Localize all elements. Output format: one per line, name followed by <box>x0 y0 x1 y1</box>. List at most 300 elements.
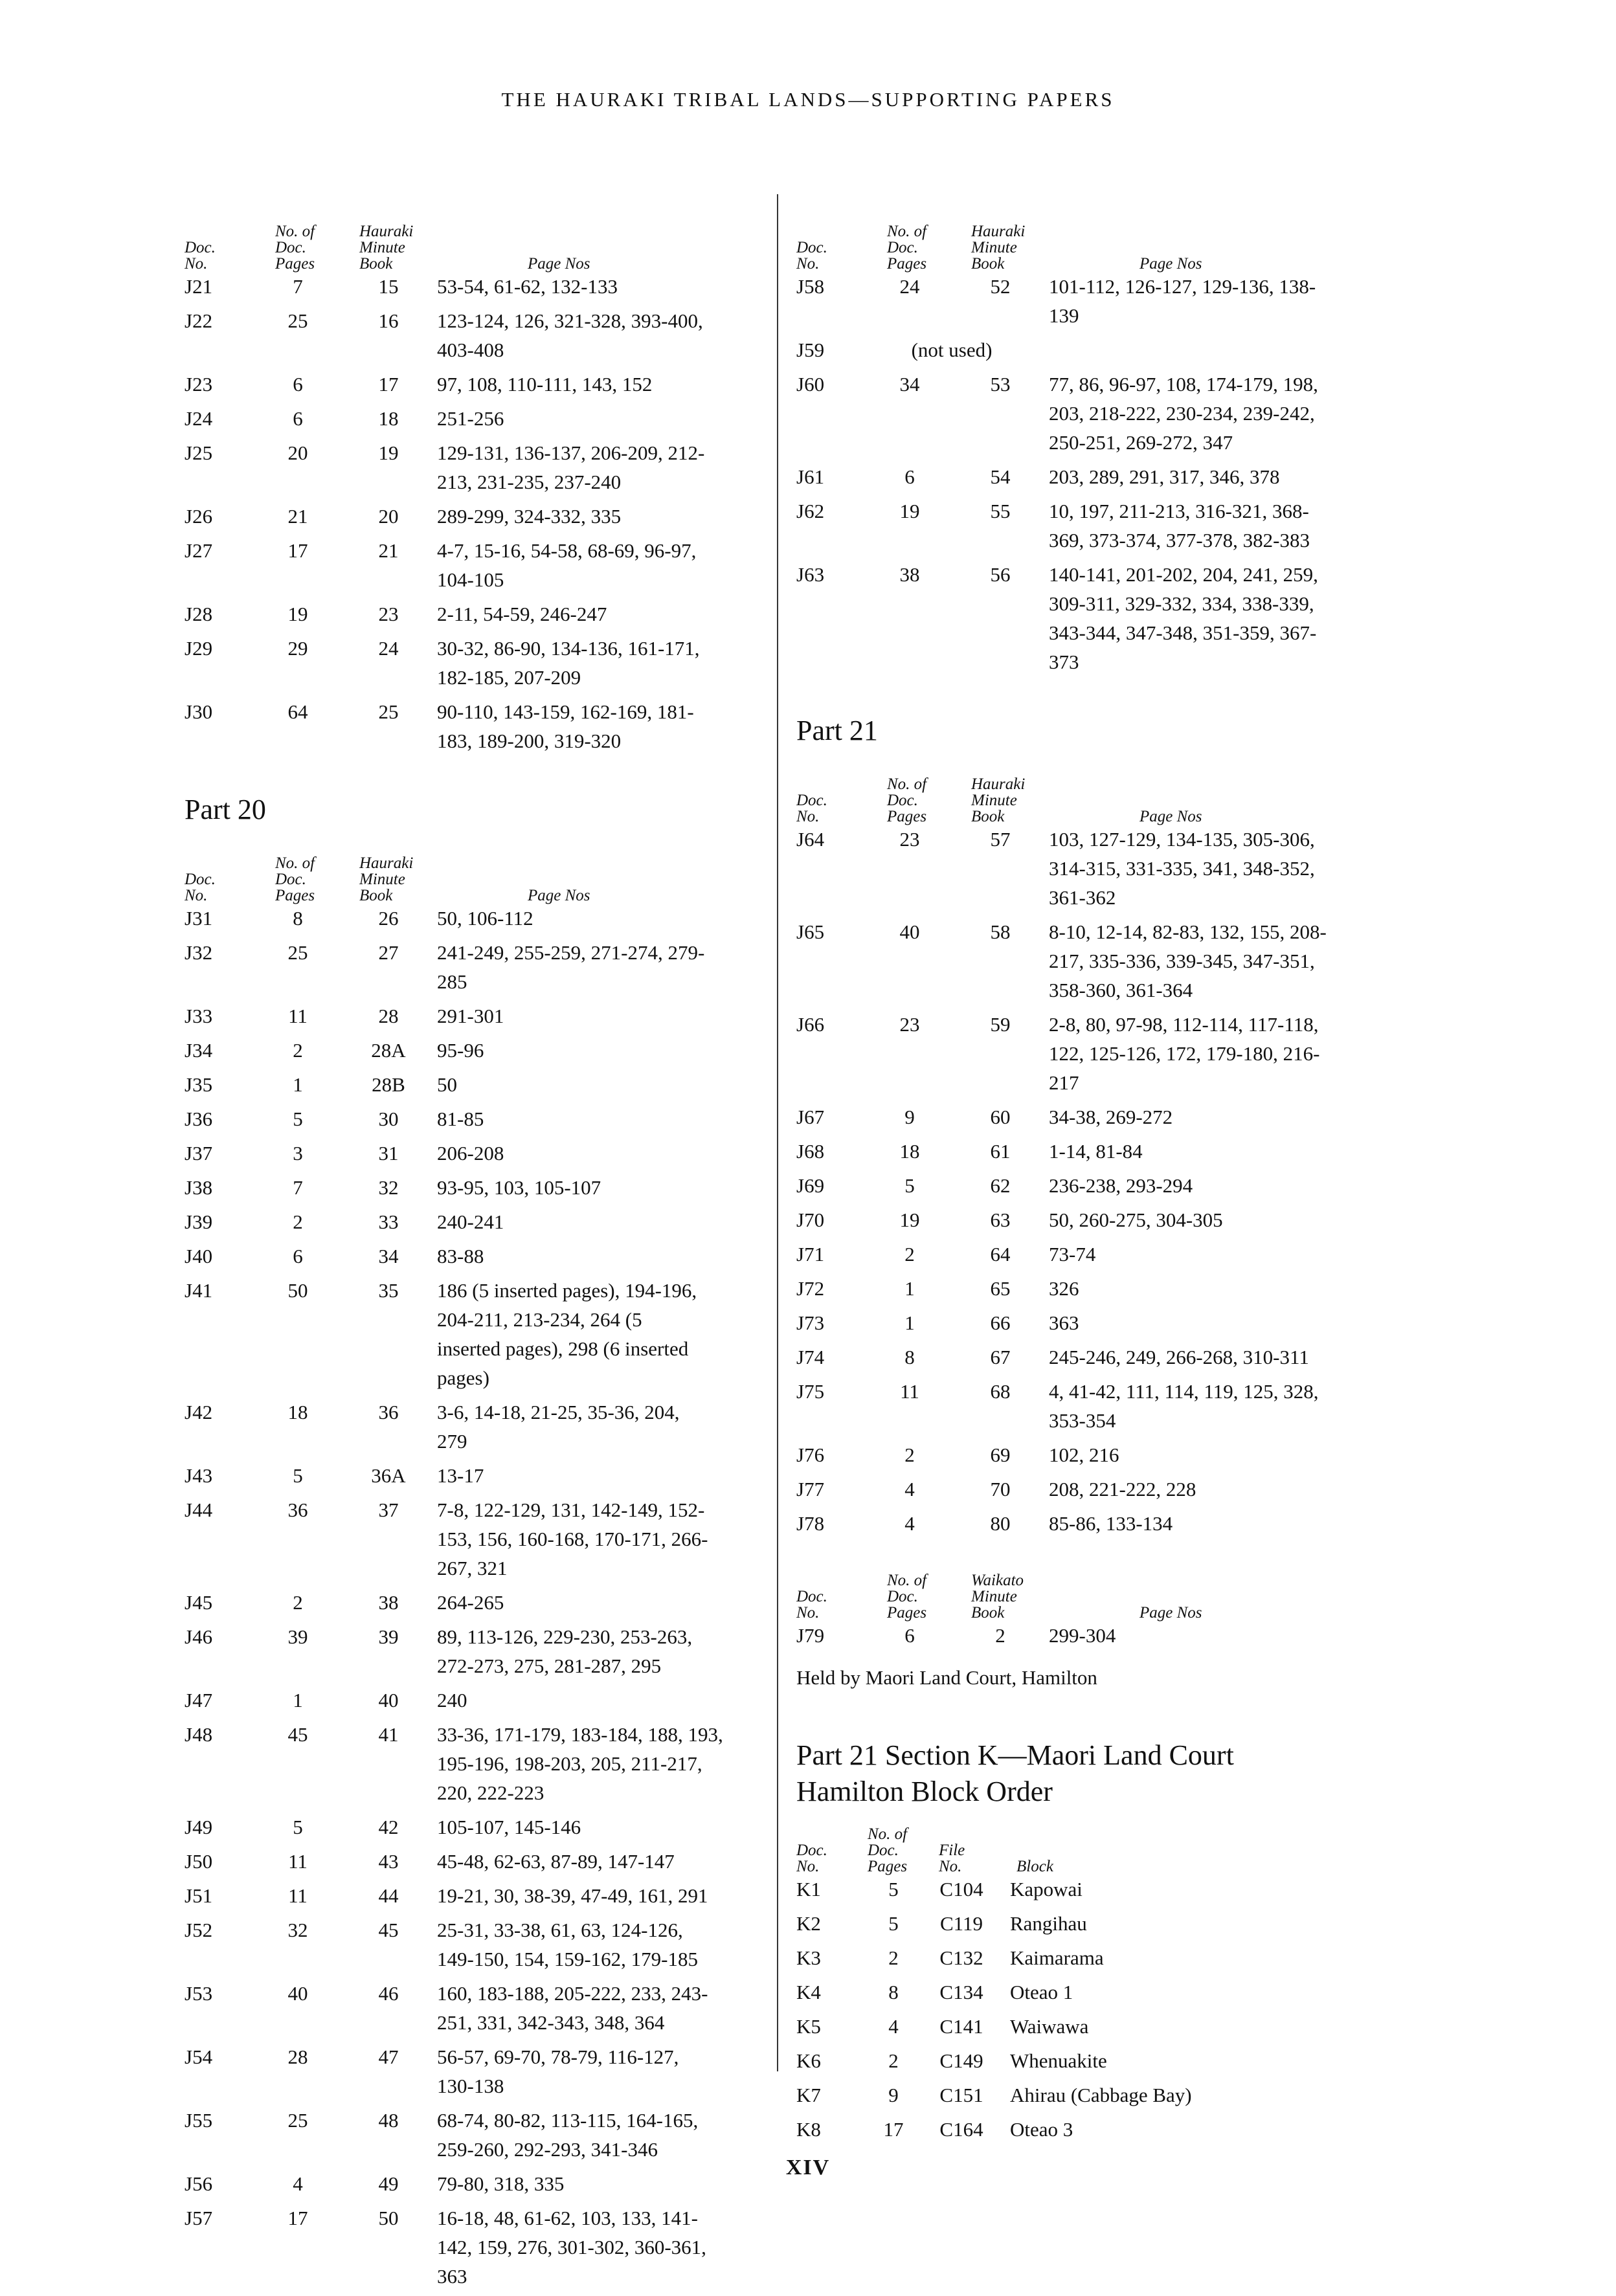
table-header <box>185 194 767 272</box>
part-21-title: Part 21 <box>796 715 878 746</box>
doc-no-cell: J75 <box>796 1380 825 1403</box>
page-nos-cell: 19-21, 30, 38-39, 47-49, 161, 291 <box>437 1884 708 1907</box>
table-row <box>185 1461 767 1490</box>
doc-no-cell: J32 <box>185 941 213 964</box>
table-body-part-21 <box>796 825 1418 1538</box>
block-name-cell: Ahirau (Cabbage Bay) <box>1010 2084 1192 2106</box>
file-no-cell: C149 <box>939 2049 983 2072</box>
table-row <box>185 1242 767 1271</box>
file-no-cell: C151 <box>939 2084 983 2106</box>
header-doc-no: Doc. No. <box>796 239 827 273</box>
doc-pages-cell: 25 <box>287 941 308 964</box>
table-row <box>185 1398 767 1456</box>
doc-no-cell: J22 <box>185 309 213 332</box>
header-doc-pages: No. of Doc. Pages <box>887 775 927 825</box>
doc-pages-cell: 3 <box>293 1142 303 1165</box>
minute-book-cell: 46 <box>378 1982 399 2005</box>
table-row <box>185 697 767 755</box>
doc-pages-cell: 40 <box>287 1982 308 2005</box>
doc-no-cell: K3 <box>796 1946 821 1969</box>
minute-book-cell: 59 <box>990 1013 1011 1036</box>
header-doc-no: Doc. No. <box>185 871 216 904</box>
minute-book-cell: 27 <box>378 941 399 964</box>
minute-book-cell: 18 <box>378 407 399 430</box>
minute-book-cell: 62 <box>990 1174 1011 1197</box>
doc-no-cell: J52 <box>185 1919 213 1941</box>
table-row <box>796 1621 1418 1650</box>
table-row <box>796 825 1418 912</box>
doc-no-cell: J66 <box>796 1013 825 1036</box>
doc-no-cell: K7 <box>796 2084 821 2106</box>
doc-pages-cell: 19 <box>287 603 308 625</box>
minute-book-cell: 47 <box>378 2045 399 2068</box>
page-nos-cell: 264-265 <box>437 1591 504 1614</box>
minute-book-cell: 26 <box>378 907 399 930</box>
page-nos-cell: 251-256 <box>437 407 504 430</box>
page-nos-cell: 363 <box>1049 1311 1079 1334</box>
doc-no-cell: J31 <box>185 907 213 930</box>
minute-book-cell: 66 <box>990 1311 1011 1334</box>
doc-pages-cell: 38 <box>899 563 920 586</box>
table-row <box>796 370 1418 457</box>
table-row <box>796 1205 1418 1234</box>
doc-no-cell: K2 <box>796 1912 821 1935</box>
minute-book-cell: 31 <box>378 1142 399 1165</box>
table-row <box>185 272 767 301</box>
table-row <box>185 1495 767 1583</box>
page-nos-cell: 13-17 <box>437 1464 484 1487</box>
doc-pages-cell: 6 <box>293 1245 303 1267</box>
minute-book-cell: 61 <box>990 1140 1011 1163</box>
minute-book-cell: 40 <box>378 1689 399 1711</box>
header-waikato-book: Waikato Minute Book <box>971 1572 1024 1622</box>
table-row <box>796 2012 1418 2041</box>
table-row <box>185 1915 767 1974</box>
table-row <box>796 496 1418 555</box>
minute-book-cell: 36A <box>371 1464 406 1487</box>
doc-pages-cell: 17 <box>287 539 308 562</box>
doc-no-cell: J42 <box>185 1401 213 1423</box>
doc-pages-cell: 2 <box>888 1946 899 1969</box>
doc-pages-cell: 5 <box>293 1108 303 1130</box>
doc-pages-cell: 2 <box>293 1591 303 1614</box>
doc-pages-cell: 5 <box>293 1816 303 1838</box>
doc-pages-cell: 8 <box>904 1346 915 1368</box>
doc-no-cell: J57 <box>185 2207 213 2229</box>
page-nos-cell: 90-110, 143-159, 162-169, 181- 183, 189-200, 319-320 <box>437 700 694 752</box>
page-nos-cell: 68-74, 80-82, 113-115, 164-165, 259-260, 292-293, 341-346 <box>437 2109 699 2161</box>
doc-no-cell: J77 <box>796 1478 825 1500</box>
minute-book-cell: 43 <box>378 1850 399 1873</box>
table-row <box>185 1139 767 1168</box>
page-nos-cell: 77, 86, 96-97, 108, 174-179, 198, 203, 218-222, 230-234, 239-242, 250-251, 269-272, 347 <box>1049 373 1318 454</box>
doc-no-cell: J54 <box>185 2045 213 2068</box>
table-row <box>185 1276 767 1392</box>
minute-book-cell: 23 <box>378 603 399 625</box>
page-folio: XIV <box>785 2156 831 2179</box>
minute-book-cell: 68 <box>990 1380 1011 1403</box>
column-divider <box>777 194 778 2071</box>
doc-no-cell: J46 <box>185 1625 213 1648</box>
page-nos-cell: 93-95, 103, 105-107 <box>437 1176 601 1199</box>
table-header <box>185 826 767 904</box>
header-minute-book: Hauraki Minute Book <box>971 223 1026 273</box>
doc-pages-cell: 11 <box>288 1850 308 1873</box>
page-nos-cell: 4, 41-42, 111, 114, 119, 125, 328, 353-354 <box>1049 1380 1319 1432</box>
doc-no-cell: J59 <box>796 339 825 361</box>
minute-book-cell: 15 <box>378 275 399 298</box>
doc-pages-cell: 4 <box>904 1478 915 1500</box>
doc-no-cell: J48 <box>185 1723 213 1746</box>
table-row <box>185 938 767 996</box>
table-row <box>796 1943 1418 1972</box>
doc-pages-cell: 64 <box>287 700 308 723</box>
minute-book-cell: 52 <box>990 275 1011 298</box>
doc-pages-cell: 18 <box>287 1401 308 1423</box>
table-row <box>796 917 1418 1005</box>
table-row <box>796 1978 1418 2007</box>
minute-book-cell: 41 <box>378 1723 399 1746</box>
page-nos-cell: 30-32, 86-90, 134-136, 161-171, 182-185, 207-209 <box>437 637 700 689</box>
doc-no-cell: J47 <box>185 1689 213 1711</box>
block-name-cell: Whenuakite <box>1010 2049 1107 2072</box>
page-nos-cell: 50, 106-112 <box>437 907 533 930</box>
doc-pages-cell: 2 <box>293 1210 303 1233</box>
doc-no-cell: K6 <box>796 2049 821 2072</box>
page-nos-cell: 2-11, 54-59, 246-247 <box>437 603 607 625</box>
minute-book-cell: 24 <box>378 637 399 660</box>
doc-pages-cell: 2 <box>888 2049 899 2072</box>
page-nos-cell: 241-249, 255-259, 271-274, 279- 285 <box>437 941 705 993</box>
table-row <box>796 2115 1418 2144</box>
page-nos-cell: 1-14, 81-84 <box>1049 1140 1143 1163</box>
header-page-nos: Page Nos <box>1139 1604 1202 1622</box>
doc-pages-cell: 23 <box>899 1013 920 1036</box>
table-body-section-k <box>796 1875 1418 2144</box>
doc-pages-cell: 39 <box>287 1625 308 1648</box>
doc-pages-cell: 5 <box>888 1912 899 1935</box>
block-name-cell: Kaimarama <box>1010 1946 1104 1969</box>
minute-book-cell: 80 <box>990 1512 1011 1535</box>
table-row <box>796 560 1418 676</box>
doc-no-cell: J21 <box>185 275 213 298</box>
page-nos-cell: 103, 127-129, 134-135, 305-306, 314-315, 331-335, 341, 348-352, 361-362 <box>1049 828 1315 909</box>
header-doc-pages: No. of Doc. Pages <box>275 854 315 904</box>
table-row <box>185 1104 767 1133</box>
doc-no-cell: J23 <box>185 373 213 396</box>
table-row <box>796 1102 1418 1131</box>
minute-book-cell: 42 <box>378 1816 399 1838</box>
table-row <box>796 1509 1418 1538</box>
doc-no-cell: J34 <box>185 1039 213 1062</box>
doc-pages-cell: 29 <box>287 637 308 660</box>
doc-no-cell: J37 <box>185 1142 213 1165</box>
minute-book-cell: 69 <box>990 1443 1011 1466</box>
page-nos-cell: 326 <box>1049 1277 1079 1300</box>
doc-no-cell: J68 <box>796 1140 825 1163</box>
doc-no-cell: J61 <box>796 465 825 488</box>
section-k-title-line2: Hamilton Block Order <box>796 1776 1053 1807</box>
minute-book-cell: 28 <box>378 1005 399 1027</box>
doc-no-cell: J65 <box>796 920 825 943</box>
doc-pages-cell: 45 <box>287 1723 308 1746</box>
held-by-note: Held by Maori Land Court, Hamilton <box>796 1666 1097 1689</box>
doc-pages-cell: 25 <box>287 2109 308 2132</box>
doc-pages-cell: 5 <box>904 1174 915 1197</box>
doc-no-cell: J28 <box>185 603 213 625</box>
minute-book-cell: 28B <box>372 1073 405 1096</box>
table-row <box>796 2080 1418 2110</box>
minute-book-cell: 39 <box>378 1625 399 1648</box>
doc-pages-cell: 32 <box>287 1919 308 1941</box>
doc-pages-cell: 20 <box>287 441 308 464</box>
minute-book-cell: 33 <box>378 1210 399 1233</box>
table-row <box>185 1207 767 1236</box>
page-nos-cell: 56-57, 69-70, 78-79, 116-127, 130-138 <box>437 2045 679 2097</box>
page-nos-cell: 236-238, 293-294 <box>1049 1174 1193 1197</box>
minute-book-cell: 56 <box>990 563 1011 586</box>
doc-no-cell: J73 <box>796 1311 825 1334</box>
table-row <box>796 1440 1418 1469</box>
minute-book-cell: 67 <box>990 1346 1011 1368</box>
page-nos-cell <box>1036 335 1334 364</box>
table-body-j58-j63 <box>796 272 1418 676</box>
doc-pages-cell: 1 <box>293 1689 303 1711</box>
header-doc-pages: No. of Doc. Pages <box>275 223 315 273</box>
page-nos-cell: 53-54, 61-62, 132-133 <box>437 275 618 298</box>
page-nos-cell: 50 <box>437 1073 457 1096</box>
table-row <box>185 404 767 433</box>
doc-no-cell: J71 <box>796 1243 825 1265</box>
doc-pages-cell: 25 <box>287 309 308 332</box>
table-row <box>185 2042 767 2101</box>
doc-pages-cell: 50 <box>287 1279 308 1302</box>
doc-pages-cell: 11 <box>900 1380 919 1403</box>
table-row <box>185 1588 767 1617</box>
running-head: THE HAURAKI TRIBAL LANDS—SUPPORTING PAPERS <box>501 88 1115 111</box>
doc-no-cell: J60 <box>796 373 825 396</box>
table-row <box>185 904 767 933</box>
block-name-cell: Kapowai <box>1010 1878 1083 1900</box>
table-row <box>185 599 767 629</box>
page-nos-cell: 16-18, 48, 61-62, 103, 133, 141- 142, 159, 276, 301-302, 360-361, 363 <box>437 2207 706 2288</box>
doc-no-cell: J39 <box>185 1210 213 1233</box>
page-nos-cell: 7-8, 122-129, 131, 142-149, 152- 153, 156, 160-168, 170-171, 266- 267, 321 <box>437 1499 708 1579</box>
table-row <box>185 1812 767 1842</box>
page-nos-cell: 208, 221-222, 228 <box>1049 1478 1196 1500</box>
table-header <box>796 747 1418 825</box>
header-minute-book: Hauraki Minute Book <box>971 775 1026 825</box>
doc-no-cell: J43 <box>185 1464 213 1487</box>
page-nos-cell: 79-80, 318, 335 <box>437 2172 565 2195</box>
doc-no-cell: J62 <box>796 500 825 522</box>
header-minute-book: Hauraki Minute Book <box>359 854 414 904</box>
doc-pages-cell: 1 <box>293 1073 303 1096</box>
page-nos-cell: 105-107, 145-146 <box>437 1816 581 1838</box>
minute-book-cell: 32 <box>378 1176 399 1199</box>
table-row <box>185 1720 767 1807</box>
doc-pages-cell: 6 <box>293 407 303 430</box>
doc-no-cell: J49 <box>185 1816 213 1838</box>
file-no-cell: C119 <box>939 1912 983 1935</box>
page-nos-cell: 123-124, 126, 321-328, 393-400, 403-408 <box>437 309 703 361</box>
header-doc-no: Doc. No. <box>796 1588 827 1622</box>
doc-pages-cell: 11 <box>288 1005 308 1027</box>
doc-pages-cell: 8 <box>888 1981 899 2003</box>
section-k-title-line1: Part 21 Section K—Maori Land Court <box>796 1739 1234 1771</box>
table-row <box>185 1847 767 1876</box>
doc-pages-cell: 18 <box>899 1140 920 1163</box>
doc-no-cell: J50 <box>185 1850 213 1873</box>
doc-pages-cell: 19 <box>899 500 920 522</box>
page-nos-cell: 4-7, 15-16, 54-58, 68-69, 96-97, 104-105 <box>437 539 697 591</box>
minute-book-cell: 54 <box>990 465 1011 488</box>
page-nos-cell: 102, 216 <box>1049 1443 1119 1466</box>
doc-pages-cell: 1 <box>904 1277 915 1300</box>
page-nos-cell: 73-74 <box>1049 1243 1096 1265</box>
table-body-j21-j30 <box>185 272 767 755</box>
file-no-cell: C141 <box>939 2015 983 2038</box>
doc-pages-cell: 7 <box>293 275 303 298</box>
doc-pages-cell: 4 <box>904 1512 915 1535</box>
page-nos-cell: 89, 113-126, 229-230, 253-263, 272-273, 275, 281-287, 295 <box>437 1625 693 1677</box>
page-nos-cell: 299-304 <box>1049 1624 1116 1647</box>
header-file-no: File No. <box>939 1842 965 1875</box>
minute-book-cell: 70 <box>990 1478 1011 1500</box>
table-row <box>185 502 767 531</box>
doc-no-cell: J67 <box>796 1106 825 1128</box>
doc-pages-cell: 8 <box>293 907 303 930</box>
minute-book-cell: 36 <box>378 1401 399 1423</box>
doc-pages-cell: 2 <box>904 1443 915 1466</box>
doc-no-cell: J78 <box>796 1512 825 1535</box>
page-nos-cell: 289-299, 324-332, 335 <box>437 505 622 528</box>
table-row <box>185 1173 767 1202</box>
doc-no-cell: J53 <box>185 1982 213 2005</box>
table-row <box>796 1240 1418 1269</box>
header-page-nos: Page Nos <box>1139 255 1202 273</box>
table-row <box>185 1036 767 1065</box>
doc-pages-cell: 28 <box>287 2045 308 2068</box>
doc-pages-cell: 6 <box>904 1624 915 1647</box>
doc-no-cell: J74 <box>796 1346 825 1368</box>
table-row <box>185 1686 767 1715</box>
page-nos-cell: 33-36, 171-179, 183-184, 188, 193, 195-196, 198-203, 205, 211-217, 220, 222-223 <box>437 1723 723 1804</box>
doc-no-cell: J27 <box>185 539 213 562</box>
page-nos-cell: 34-38, 269-272 <box>1049 1106 1173 1128</box>
minute-book-cell: 64 <box>990 1243 1011 1265</box>
minute-book-cell: 50 <box>378 2207 399 2229</box>
doc-no-cell: J25 <box>185 441 213 464</box>
table-row <box>796 1343 1418 1372</box>
minute-book-cell: 37 <box>378 1499 399 1521</box>
block-name-cell: Oteao 1 <box>1010 1981 1073 2003</box>
header-doc-pages: No. of Doc. Pages <box>887 1572 927 1622</box>
doc-pages-cell: 2 <box>904 1243 915 1265</box>
table-row <box>796 1875 1418 1904</box>
doc-pages-cell: 17 <box>883 2118 904 2141</box>
doc-pages-cell: 5 <box>293 1464 303 1487</box>
minute-book-cell: 57 <box>990 828 1011 851</box>
right-column <box>796 194 1418 2149</box>
minute-book-cell: 53 <box>990 373 1011 396</box>
table-row <box>185 370 767 399</box>
doc-no-cell: J41 <box>185 1279 213 1302</box>
table-row <box>796 1010 1418 1097</box>
header-page-nos: Page Nos <box>1139 808 1202 825</box>
minute-book-cell: 17 <box>378 373 399 396</box>
page-nos-cell: 2-8, 80, 97-98, 112-114, 117-118, 122, 125-126, 172, 179-180, 216- 217 <box>1049 1013 1320 1094</box>
doc-pages-cell: 36 <box>287 1499 308 1521</box>
doc-no-cell: J33 <box>185 1005 213 1027</box>
table-row <box>185 2203 767 2291</box>
left-column <box>185 194 767 2296</box>
page-nos-cell: 25-31, 33-38, 61, 63, 124-126, 149-150, 154, 159-162, 179-185 <box>437 1919 698 1970</box>
doc-no-cell: K5 <box>796 2015 821 2038</box>
header-page-nos: Page Nos <box>528 255 590 273</box>
minute-book-cell: 20 <box>378 505 399 528</box>
doc-pages-cell: 23 <box>899 828 920 851</box>
doc-no-cell: J26 <box>185 505 213 528</box>
doc-no-cell: J35 <box>185 1073 213 1096</box>
doc-no-cell: K1 <box>796 1878 821 1900</box>
doc-pages-cell: 40 <box>899 920 920 943</box>
page-nos-cell: 160, 183-188, 205-222, 233, 243- 251, 331, 342-343, 348, 364 <box>437 1982 708 2034</box>
doc-no-cell: J36 <box>185 1108 213 1130</box>
page-nos-cell: 97, 108, 110-111, 143, 152 <box>437 373 653 396</box>
table-row <box>185 634 767 692</box>
doc-no-cell: J44 <box>185 1499 213 1521</box>
doc-pages-cell: 9 <box>904 1106 915 1128</box>
page-nos-cell: 129-131, 136-137, 206-209, 212- 213, 231-235, 237-240 <box>437 441 705 493</box>
block-name-cell: Waiwawa <box>1010 2015 1089 2038</box>
doc-pages-cell: (not used) <box>911 339 993 361</box>
doc-no-cell: J24 <box>185 407 213 430</box>
block-name-cell: Rangihau <box>1010 1912 1087 1935</box>
page-nos-cell: 101-112, 126-127, 129-136, 138- 139 <box>1049 275 1316 327</box>
page-nos-cell: 240 <box>437 1689 467 1711</box>
table-row <box>185 438 767 496</box>
header-page-nos: Page Nos <box>528 887 590 904</box>
page-nos-cell: 10, 197, 211-213, 316-321, 368- 369, 373-374, 377-378, 382-383 <box>1049 500 1310 552</box>
minute-book-cell: 63 <box>990 1209 1011 1231</box>
header-block: Block <box>1016 1858 1053 1875</box>
minute-book-cell: 60 <box>990 1106 1011 1128</box>
page-nos-cell: 83-88 <box>437 1245 484 1267</box>
doc-pages-cell: 5 <box>888 1878 899 1900</box>
doc-no-cell: J63 <box>796 563 825 586</box>
table-row <box>185 1001 767 1031</box>
page-nos-cell: 186 (5 inserted pages), 194-196, 204-211, 213-234, 264 (5 inserted pages), 298 (6 inserted pages) <box>437 1279 697 1389</box>
page-nos-cell: 85-86, 133-134 <box>1049 1512 1173 1535</box>
doc-pages-cell: 1 <box>904 1311 915 1334</box>
page-nos-cell: 8-10, 12-14, 82-83, 132, 155, 208- 217, 335-336, 339-345, 347-351, 358-360, 361-364 <box>1049 920 1327 1001</box>
minute-book-cell: 21 <box>378 539 399 562</box>
minute-book-cell: 34 <box>378 1245 399 1267</box>
minute-book-cell: 35 <box>378 1279 399 1302</box>
table-row <box>796 1909 1418 1938</box>
table-body-waikato <box>796 1621 1418 1650</box>
doc-pages-cell: 9 <box>888 2084 899 2106</box>
doc-pages-cell: 17 <box>287 2207 308 2229</box>
table-row <box>185 1881 767 1910</box>
table-row <box>796 1274 1418 1303</box>
page-nos-cell: 206-208 <box>437 1142 504 1165</box>
doc-no-cell: K8 <box>796 2118 821 2141</box>
table-row <box>185 536 767 594</box>
doc-no-cell: J29 <box>185 637 213 660</box>
file-no-cell: C134 <box>939 1981 983 2003</box>
